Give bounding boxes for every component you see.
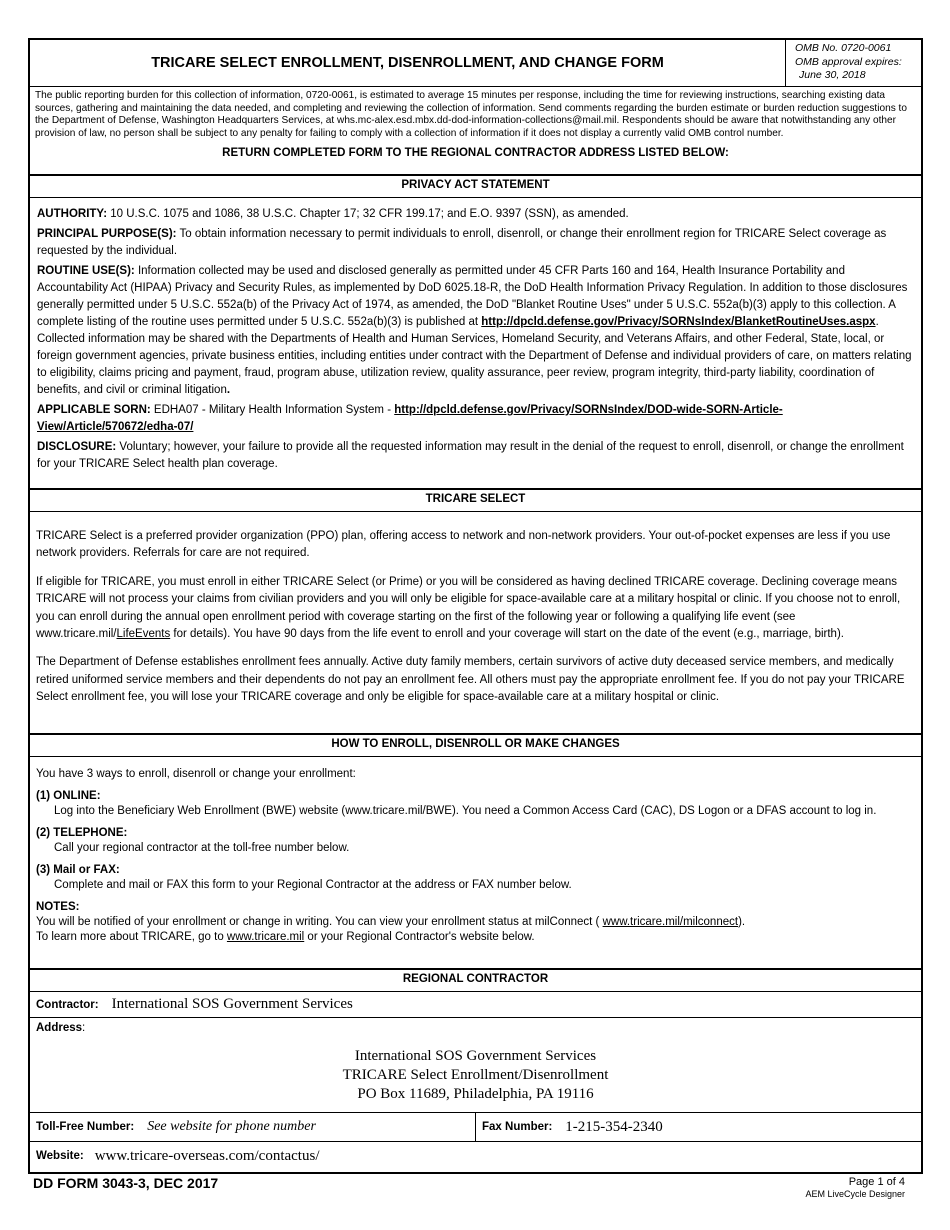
contractor-field[interactable]: International SOS Government Services xyxy=(111,996,353,1012)
address-line-3: PO Box 11689, Philadelphia, PA 19116 xyxy=(357,1086,594,1102)
omb-expires-date: June 30, 2018 xyxy=(799,69,866,81)
purpose-label: PRINCIPAL PURPOSE(S): xyxy=(37,228,177,240)
enrollment-form xyxy=(28,38,923,1174)
privacy-act-statement xyxy=(30,198,921,490)
milconnect-link[interactable]: www.tricare.mil/milconnect xyxy=(602,916,739,928)
routine-text-1: Information collected may be used and disclosed generally as permitted under 45 CFR Parts 160 and 164, Health Insurance Portability and Accountability Act (HIPAA) Privacy and Security Rules, as implemented by DoD 6025.18-R, the DoD Health Information Privacy Regulation. In addition to those disclosures generally permitted under 5 U.S.C. 552a(b) of the Privacy Act of 1974, as amended, the DoD "Blanket Routine Uses" under 5 U.S.C. 552a(b)(3) apply to this collection. A complete listing of the routine uses permitted under 5 U.S.C. 552a(b)(3) is published at xyxy=(37,265,908,328)
fax-label: Fax Number: xyxy=(482,1121,553,1133)
notes xyxy=(36,900,915,945)
telephone-text: Call your regional contractor at the toll-free number below. xyxy=(54,842,350,854)
sorn-text: EDHA07 - Military Health Information System - xyxy=(150,404,395,416)
website-field[interactable]: www.tricare-overseas.com/contactus/ xyxy=(94,1147,320,1164)
notes-2b: or your Regional Contractor's website below. xyxy=(304,931,535,943)
notes-2a: To learn more about TRICARE, go to xyxy=(36,931,227,943)
routine-label: ROUTINE USE(S): xyxy=(37,265,135,277)
routine-uses-paragraph xyxy=(37,263,914,399)
disclosure-text: Voluntary; however, your failure to provide all the requested information may result in the denial of the request to enroll, disenroll, or change the enrollment for your TRICARE Select health plan coverage. xyxy=(37,441,904,470)
telephone-option xyxy=(36,826,915,856)
notes-1b: ). xyxy=(738,916,746,928)
select-para-2 xyxy=(36,574,915,644)
how-to-section-title: HOW TO ENROLL, DISENROLL OR MAKE CHANGES xyxy=(30,735,921,757)
omb-info xyxy=(786,40,921,86)
omb-expires-label: OMB approval expires: xyxy=(795,55,902,68)
form-header xyxy=(30,40,921,87)
website-row xyxy=(30,1142,921,1170)
mail-fax-label: (3) Mail or FAX: xyxy=(36,864,120,876)
regional-section-title: REGIONAL CONTRACTOR xyxy=(30,970,921,992)
notes-1a: You will be notified of your enrollment or change in writing. You can view your enrollment status at milConnect ( xyxy=(36,916,603,928)
purpose-text: To obtain information necessary to permit individuals to enroll, disenroll, or change their enrollment region for TRICARE Select coverage as requested by the individual. xyxy=(37,228,887,257)
sorn-link[interactable]: http://dpcld.defense.gov/Privacy/SORNsIndex/DOD-wide-SORN-Article-View/Article/570672/edha-07/ xyxy=(37,404,783,433)
website-label: Website: xyxy=(36,1150,84,1162)
select-para-1: TRICARE Select is a preferred provider organization (PPO) plan, offering access to network and non-network providers. Your out-of-pocket expenses are less if you use network providers. Referrals for care are not required. xyxy=(36,530,891,560)
form-title: TRICARE SELECT ENROLLMENT, DISENROLLMENT, AND CHANGE FORM xyxy=(30,40,786,86)
sorn-label: APPLICABLE SORN: xyxy=(37,404,151,416)
mail-fax-option xyxy=(36,863,915,893)
address-field[interactable] xyxy=(36,1047,915,1104)
page-footer xyxy=(805,1176,905,1200)
purpose-paragraph xyxy=(37,226,914,260)
how-to-intro: You have 3 ways to enroll, disenroll or change your enrollment: xyxy=(36,768,356,780)
address-row xyxy=(30,1018,921,1113)
tricare-select-section xyxy=(30,512,921,735)
routine-end: . xyxy=(226,384,231,396)
phone-fax-row xyxy=(30,1113,921,1142)
select-para-3: The Department of Defense establishes enrollment fees annually. Active duty family members, certain survivors of active duty deceased service members, and medically retired uniformed service members and their dependents do not pay an enrollment fee. All others must pay the appropriate enrollment fee. If you do not pay your TRICARE Select enrollment fee, you will lose your TRICARE coverage and only be eligible for space-available care at a military hospital or clinic. xyxy=(36,656,905,704)
sorn-paragraph xyxy=(37,402,914,436)
disclosure-paragraph xyxy=(37,439,914,473)
fax-field[interactable]: 1-215-354-2340 xyxy=(565,1118,663,1135)
omb-number: OMB No. 0720-0061 xyxy=(795,42,892,54)
notes-line-2 xyxy=(36,930,915,945)
routine-text-2: . Collected information may be shared with the Departments of Health and Human Services, Homeland Security, and Veterans Affairs, and other Federal, State, local, or foreign government agencies, private business entities, including entities under contract with the Department of Defense and individual providers of care, on matters relating to eligibility, claims pricing and payment, fraud, program abuse, utilization review, quality assurance, peer review, program integrity, third-party liability, coordination of benefits, and civil or criminal litigation xyxy=(37,316,912,396)
return-notice: RETURN COMPLETED FORM TO THE REGIONAL CONTRACTOR ADDRESS LISTED BELOW: xyxy=(222,146,729,159)
notes-label: NOTES: xyxy=(36,901,80,913)
authority-text: 10 U.S.C. 1075 and 1086, 38 U.S.C. Chapter 17; 32 CFR 199.17; and E.O. 9397 (SSN), as amended. xyxy=(107,208,629,220)
disclosure-label: DISCLOSURE: xyxy=(37,441,117,453)
address-line-1: International SOS Government Services xyxy=(354,1048,597,1064)
telephone-label: (2) TELEPHONE: xyxy=(36,827,128,839)
burden-statement xyxy=(30,87,921,176)
page-number: Page 1 of 4 xyxy=(848,1176,905,1188)
how-to-section xyxy=(30,757,921,970)
address-label: Address xyxy=(36,1022,83,1034)
online-text: Log into the Beneficiary Web Enrollment (BWE) website (www.tricare.mil/BWE). You need a Common Access Card (CAC), DS Logon or a DFAS account to log in. xyxy=(54,805,877,817)
tollfree-field[interactable]: See website for phone number xyxy=(147,1119,316,1134)
select-para-2a: If eligible for TRICARE, you must enroll in either TRICARE Select (or Prime) or you will be considered as having declined TRICARE coverage. Declining coverage means TRICARE will not process your claims from civilian providers and you will only be eligible for space-available care at a military hospital or clinic. If you choose not to enroll, you can enroll during the annual open enrollment period with coverage starting on the first of the following year or following a qualifying life event (see www.tricare.mil/ xyxy=(36,575,901,641)
tricare-select-section-title: TRICARE SELECT xyxy=(30,490,921,512)
routine-uses-link[interactable]: http://dpcld.defense.gov/Privacy/SORNsIndex/BlanketRoutineUses.aspx xyxy=(481,316,876,328)
authority-paragraph xyxy=(37,206,914,223)
burden-text: The public reporting burden for this collection of information, 0720-0061, is estimated to average 15 minutes per response, including the time for reviewing instructions, searching existing data sources, gathering and maintaining the data needed, and completing and reviewing the collection of information. Send comments regarding the burden estimate or burden reduction suggestions to the Department of Defense, Washington Headquarters Services, at whs.mc-alex.esd.mbx.dd-dod-information-collections@mail.mil. Respondents should be aware that notwithstanding any other provision of law, no person shall be subject to any penalty for failing to comply with a collection of information if it does not display a currently valid OMB control number. xyxy=(35,90,907,140)
notes-line-1 xyxy=(36,915,915,930)
address-line-2: TRICARE Select Enrollment/Disenrollment xyxy=(342,1067,609,1083)
designer-credit: AEM LiveCycle Designer xyxy=(805,1189,905,1199)
fax-cell xyxy=(476,1113,921,1141)
contractor-row xyxy=(30,992,921,1018)
online-option xyxy=(36,789,915,819)
address-colon: : xyxy=(82,1022,86,1034)
form-id: DD FORM 3043-3, DEC 2017 xyxy=(33,1175,219,1191)
contractor-label: Contractor: xyxy=(36,998,99,1011)
authority-label: AUTHORITY: xyxy=(37,208,108,220)
online-label: (1) ONLINE: xyxy=(36,790,101,802)
life-events-link[interactable]: LifeEvents xyxy=(116,628,171,641)
tricare-link[interactable]: www.tricare.mil xyxy=(226,931,305,943)
tollfree-label: Toll-Free Number: xyxy=(36,1121,135,1133)
select-para-2b: for details). You have 90 days from the life event to enroll and your coverage will start on the date of the event (e.g., marriage, birth). xyxy=(170,628,844,641)
mail-fax-text: Complete and mail or FAX this form to your Regional Contractor at the address or FAX number below. xyxy=(54,879,572,891)
tollfree-cell xyxy=(30,1113,476,1141)
privacy-section-title: PRIVACY ACT STATEMENT xyxy=(30,176,921,198)
